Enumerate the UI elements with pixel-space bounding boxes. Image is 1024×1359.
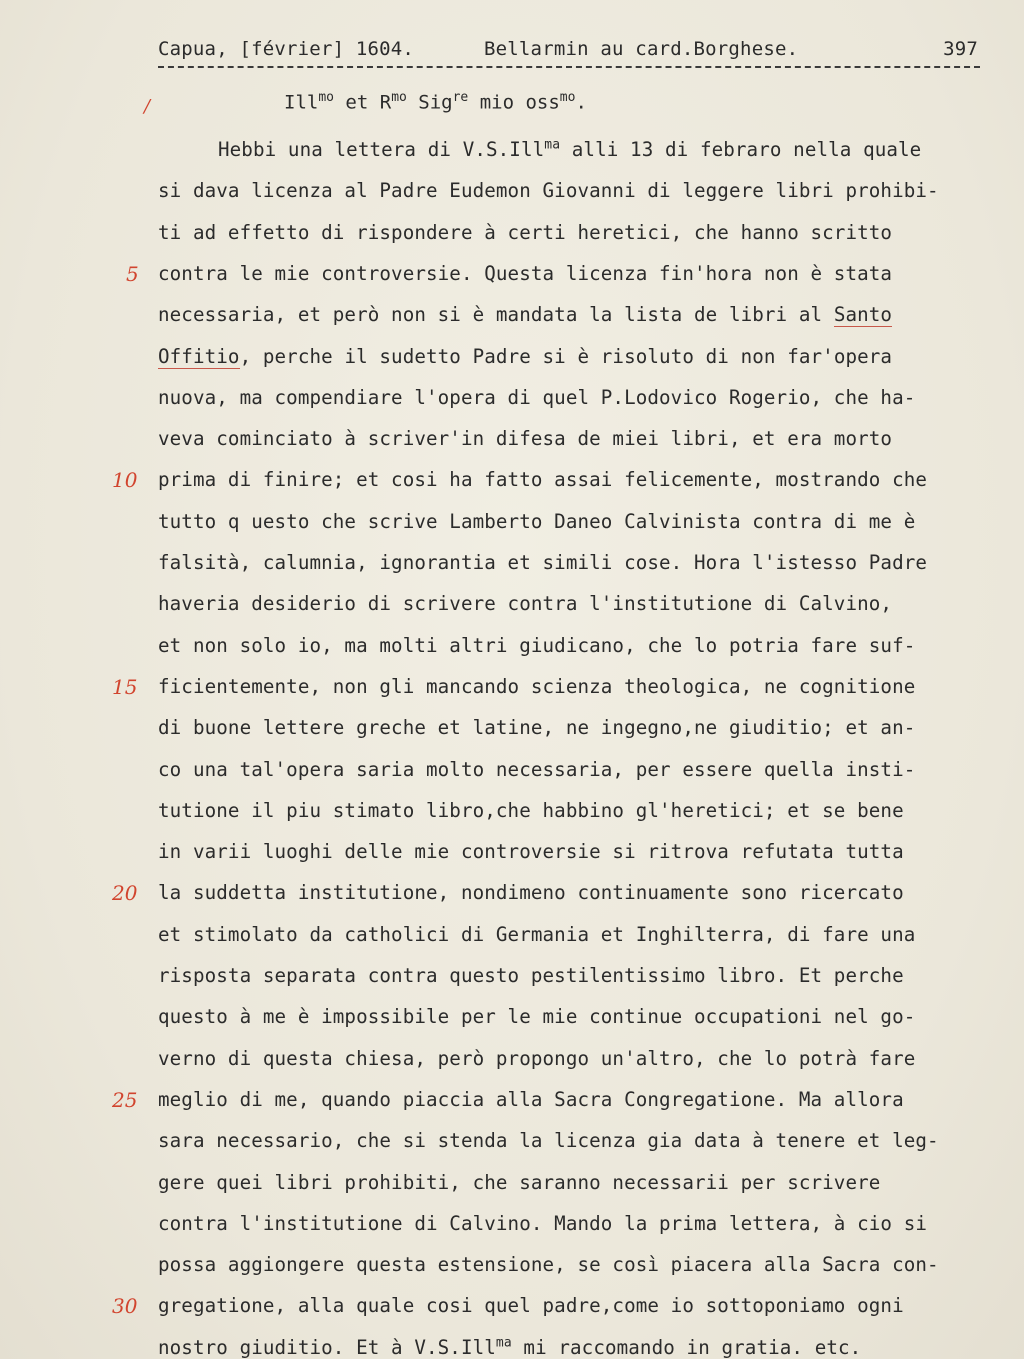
line-text: veva cominciato à scriver'in difesa de miei libri, et era morto — [158, 427, 893, 451]
text-line — [158, 1335, 862, 1359]
line-text: in varii luoghi delle mie controversie si ritrova refutata tutta — [158, 840, 904, 864]
text-line — [158, 220, 893, 244]
header-place-date: Capua, [février] 1604. — [158, 38, 415, 60]
text-line — [158, 303, 893, 327]
text-line — [158, 881, 904, 905]
line-text: , perche il sudetto Padre si è risoluto di non far'opera — [239, 344, 893, 368]
text-line — [158, 922, 916, 946]
line-text: nuova, ma compendiare l'opera di quel P.Lodovico Rogerio, che ha- — [158, 385, 916, 409]
line-text: risposta separata contra questo pestilentissimo libro. Et perche — [158, 964, 904, 987]
line-text: et non solo io, ma molti altri giudicano, che lo potria fare suf- — [158, 633, 916, 657]
page-number: 397 — [943, 38, 978, 60]
text-line — [158, 509, 916, 533]
line-text: tutione il piu stimato libro,che habbino gl'heretici; et se bene — [158, 798, 904, 822]
line-text: contra le mie controversie. Questa licenza fin'hora non è stata — [158, 261, 893, 285]
text-line — [218, 137, 922, 161]
margin-number: 20 — [112, 881, 138, 906]
text-line — [158, 1005, 916, 1029]
line-text: et stimolato da catholici di Germania et Inghilterra, di fare una — [158, 922, 916, 946]
text-line — [158, 840, 904, 864]
line-text: meglio di me, quando piaccia alla Sacra Congregatione. Ma allora — [158, 1087, 904, 1111]
text-line — [158, 427, 893, 451]
text-line — [158, 179, 939, 203]
text-line — [158, 798, 904, 822]
text-line — [158, 468, 928, 492]
superscript: ma — [544, 137, 561, 153]
line-text: Offitio — [158, 344, 240, 368]
salutation: Ill$^{mo}$ et $R^{mo}$ Sig$^{re}$ mio oss$^{mo}$. — [284, 90, 587, 114]
line-text: haveria desiderio di scrivere contra l'institutione di Calvino, — [158, 592, 893, 616]
text-line — [158, 1211, 928, 1235]
line-text: ficientemente, non gli mancando scienza theologica, ne cognitione — [158, 674, 916, 698]
text-line — [158, 716, 916, 740]
line-text: tutto q uesto che scrive Lamberto Daneo Calvinista contra di me è — [158, 509, 916, 533]
text-line — [158, 757, 916, 781]
text-line — [158, 633, 916, 657]
margin-number: 5 — [126, 261, 139, 286]
header-title: Bellarmin au card.Borghese. — [484, 38, 799, 60]
text-line — [158, 1129, 939, 1153]
text-line — [158, 966, 904, 985]
underlined-word: Santo — [833, 303, 893, 327]
page-header — [158, 34, 980, 68]
margin-tick-mark: / — [144, 96, 151, 117]
text-line — [158, 344, 893, 368]
text-line — [158, 592, 893, 616]
line-text: si dava licenza al Padre Eudemon Giovanni di leggere libri prohibi- — [158, 179, 939, 203]
line-text: nostro giuditio. Et à V.S.Ill — [158, 1335, 496, 1359]
line-text: questo à me è impossibile per le mie continue occupationi nel go- — [158, 1005, 916, 1029]
text-line — [158, 261, 893, 285]
superscript: ma — [495, 1335, 512, 1351]
text-line — [158, 674, 916, 698]
margin-number: 10 — [112, 468, 138, 493]
line-text: falsità, calumnia, ignorantia et simili cose. Hora l'istesso Padre — [158, 551, 928, 574]
text-line — [158, 1170, 881, 1194]
text-line — [158, 385, 916, 409]
text-line — [158, 1046, 916, 1070]
header-divider — [158, 66, 980, 68]
line-text: verno di questa chiesa, però propongo un'altro, che lo potrà fare — [158, 1046, 916, 1070]
line-text: ti ad effetto di rispondere à certi heretici, che hanno scritto — [158, 220, 893, 244]
line-text: co una tal'opera saria molto necessaria, per essere quella insti- — [158, 757, 916, 781]
text-line — [158, 1253, 939, 1277]
text-line — [158, 1294, 904, 1318]
margin-number: 15 — [112, 674, 138, 699]
line-text: alli 13 di febraro nella quale — [560, 138, 922, 161]
line-text: Hebbi una lettera di V.S.Ill — [218, 138, 545, 161]
line-text: mi raccomando in gratia. etc. — [511, 1335, 862, 1359]
margin-number: 25 — [112, 1087, 138, 1112]
line-text: prima di finire; et cosi ha fatto assai felicemente, mostrando che — [158, 468, 928, 492]
line-text: contra l'institutione di Calvino. Mando la prima lettera, à cio si — [158, 1211, 928, 1235]
line-text: gere quei libri prohibiti, che saranno necessarii per scrivere — [158, 1170, 881, 1194]
line-text: la suddetta institutione, nondimeno continuamente sono ricercato — [158, 881, 904, 905]
text-line — [158, 553, 927, 572]
line-text: possa aggiongere questa estensione, se così piacera alla Sacra con- — [158, 1253, 939, 1277]
margin-number: 30 — [112, 1294, 138, 1319]
line-text: necessaria, et però non si è mandata la lista de libri al — [158, 303, 834, 327]
line-text: gregatione, alla quale cosi quel padre,come io sottoponiamo ogni — [158, 1294, 904, 1318]
text-line — [158, 1087, 904, 1111]
line-text: sara necessario, che si stenda la licenza gia data à tenere et leg- — [158, 1129, 939, 1153]
line-text: di buone lettere greche et latine, ne ingegno,ne giuditio; et an- — [158, 716, 916, 740]
